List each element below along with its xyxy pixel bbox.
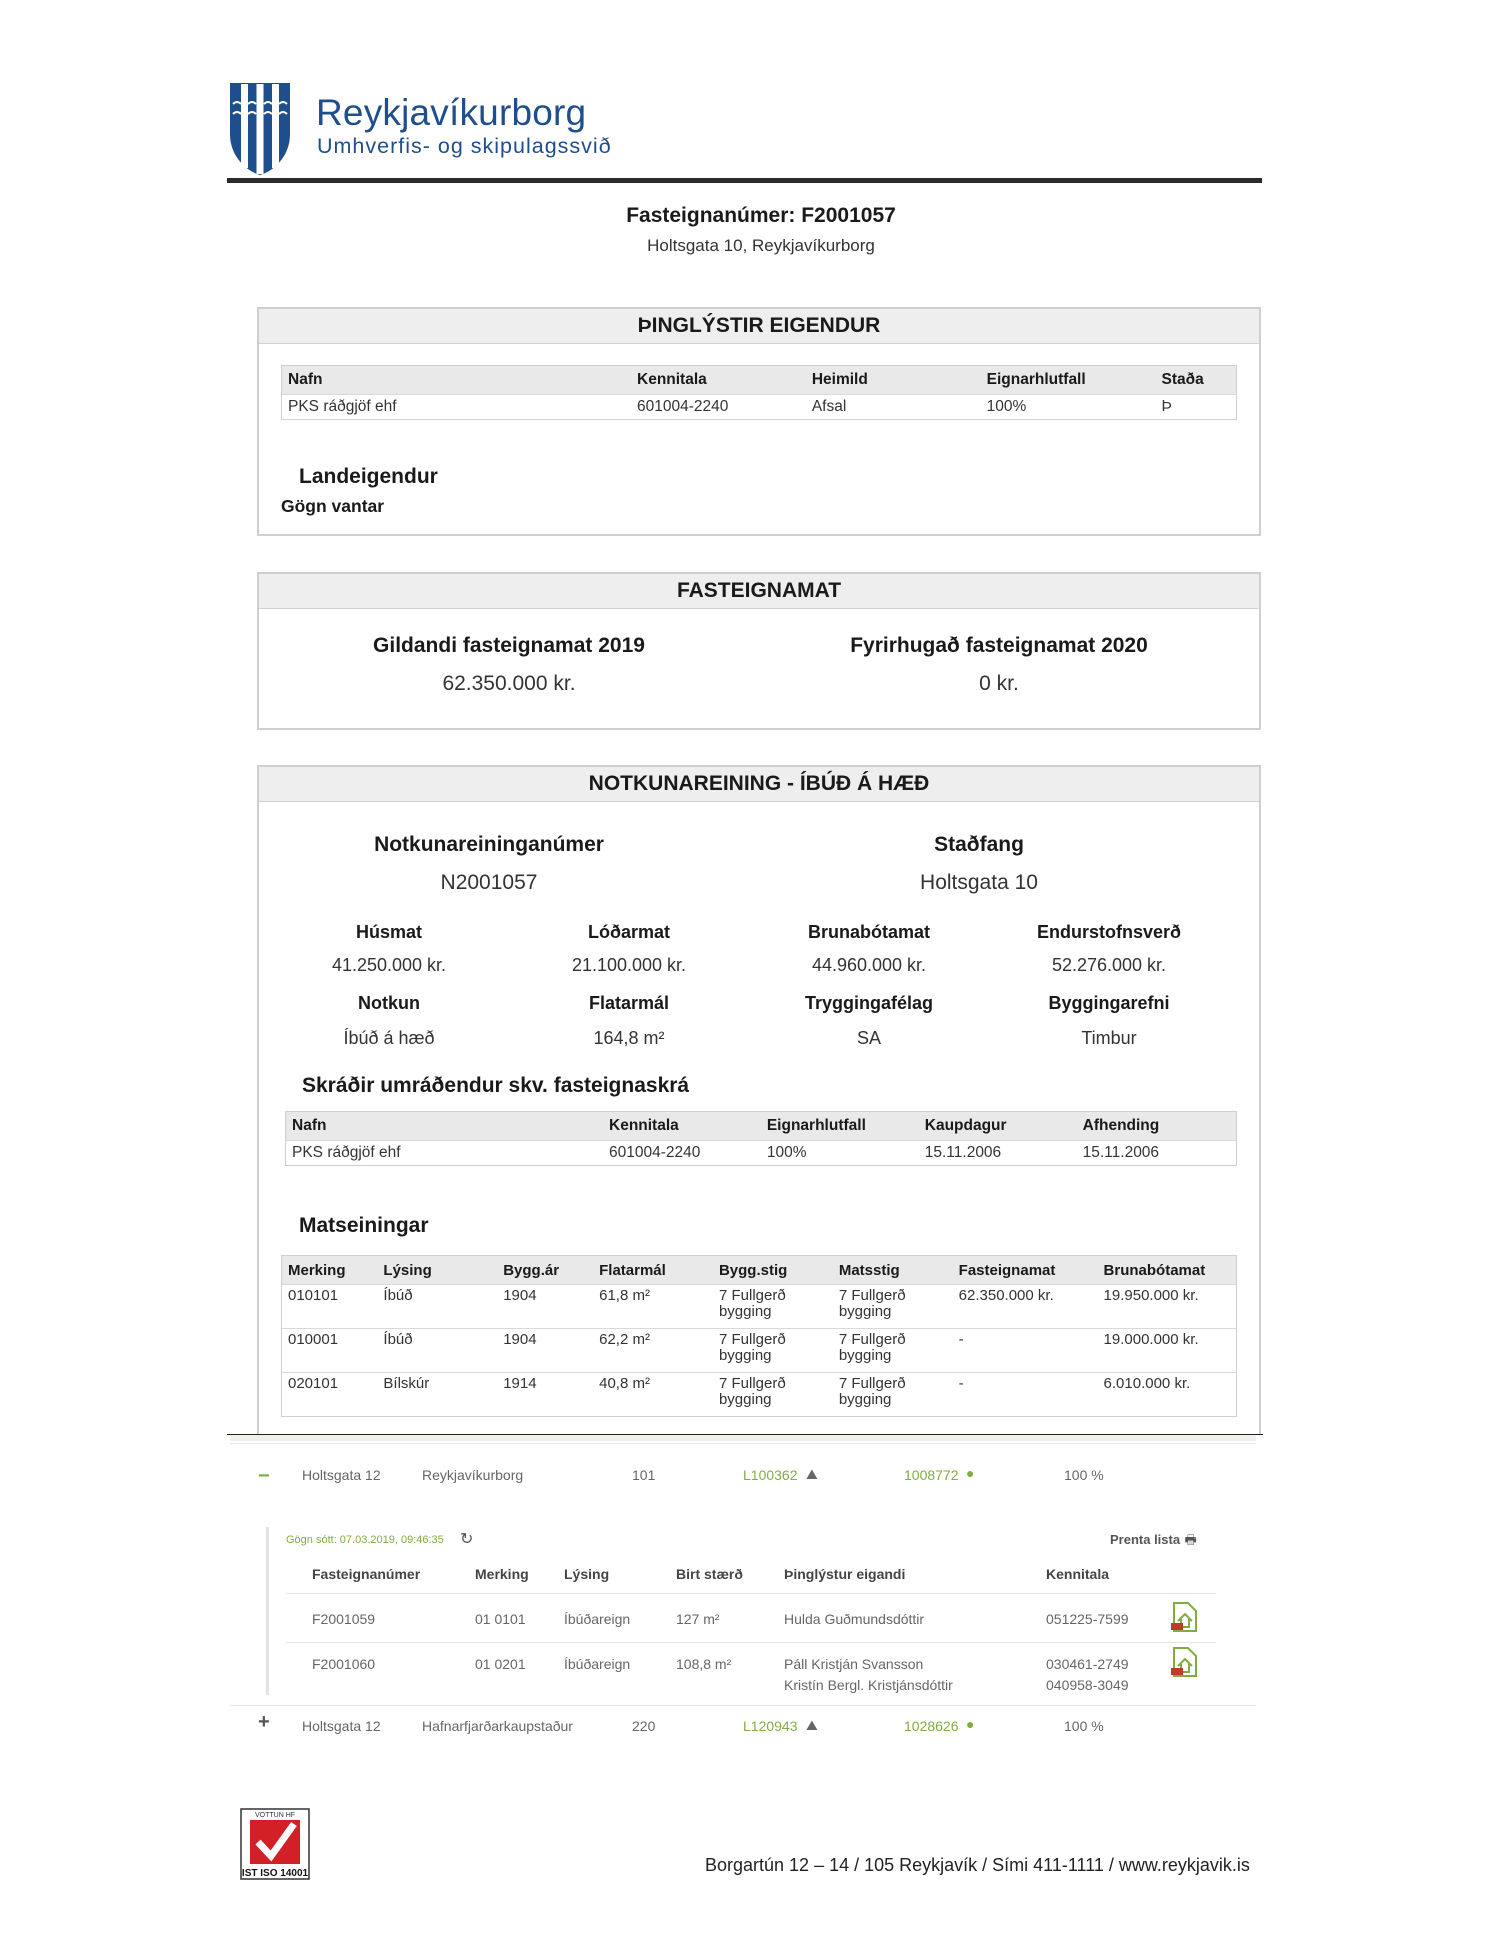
registered-owner: Hulda Guðmundsdóttir — [784, 1611, 925, 1627]
cell: 1914 — [503, 1375, 537, 1392]
assessment-table-header — [282, 1256, 1237, 1285]
holder-share: 100% — [766, 1144, 807, 1161]
cell: 1904 — [503, 1331, 537, 1348]
expand-toggle[interactable]: + — [258, 1713, 270, 1733]
holder-delivery-date: 15.11.2006 — [1082, 1144, 1160, 1161]
cell: 7 Fullgerð bygging — [718, 1375, 786, 1408]
valuation-panel — [257, 572, 1261, 730]
table-row — [282, 1285, 1237, 1329]
col-header: Bygg.stig — [713, 1256, 833, 1285]
print-list-label: Prenta lista — [1110, 1532, 1181, 1547]
fetched-timestamp: Gögn sótt: 07.03.2019, 09:46:35 — [286, 1534, 444, 1546]
assessment-heading: Matseiningar — [299, 1214, 429, 1237]
holder-name: PKS ráðgjöf ehf — [292, 1144, 401, 1161]
property-number: F2001059 — [312, 1611, 376, 1627]
iso-badge-top-text: VOTTUN HF — [254, 1812, 296, 1819]
col-header: Staða — [1156, 366, 1237, 395]
col-header: Nafn — [286, 1112, 604, 1141]
description: Íbúðareign — [564, 1611, 631, 1627]
fact-byggingarefni — [1009, 993, 1209, 1049]
planned-valuation-label: Fyrirhugað fasteignamat 2020 — [850, 634, 1148, 657]
col-header: Fasteignanúmer — [312, 1566, 421, 1582]
unit-panel — [257, 765, 1261, 1435]
location-number-link[interactable]: 1028626 — [904, 1718, 959, 1734]
land-number-link[interactable]: L100362 — [743, 1467, 798, 1483]
owners-panel-title: ÞINGLÝSTIR EIGENDUR — [259, 309, 1259, 344]
fact-label: Húsmat — [355, 922, 422, 942]
fact-notkun — [289, 993, 489, 1049]
reykjavik-shield-logo — [229, 82, 291, 176]
size: 127 m² — [676, 1611, 720, 1627]
table-row — [282, 1373, 1237, 1417]
pdf-document-icon[interactable] — [1170, 1646, 1198, 1678]
map-pin-icon[interactable]: ● — [966, 1716, 975, 1732]
owner-kennitala: 601004-2240 — [637, 398, 729, 415]
divider — [286, 1593, 1216, 1594]
current-valuation-value: 62.350.000 kr. — [442, 672, 576, 695]
fact-value: SA — [856, 1028, 881, 1048]
owners-panel — [257, 307, 1261, 536]
table-row — [282, 1329, 1237, 1373]
town: Reykjavíkurborg — [422, 1467, 524, 1483]
col-header: Afhending — [1077, 1112, 1237, 1141]
fact-label: Byggingarefni — [1048, 993, 1170, 1013]
location-row-expanded[interactable] — [230, 1465, 1256, 1505]
fact-value: 41.250.000 kr. — [331, 955, 447, 975]
holders-table — [285, 1111, 1237, 1166]
cell: 1904 — [503, 1287, 537, 1304]
land-owners-heading: Landeigendur — [299, 465, 438, 488]
printer-icon: 🖶 — [1184, 1532, 1197, 1547]
current-valuation — [339, 634, 679, 696]
size: 108,8 m² — [676, 1656, 732, 1672]
cell: Íbúð — [383, 1287, 413, 1304]
town: Hafnarfjarðarkaupstaður — [422, 1718, 573, 1734]
land-owners-value: Gögn vantar — [281, 496, 385, 516]
fact-label: Brunabótamat — [807, 922, 930, 942]
col-header: Kennitala — [603, 1112, 761, 1141]
registered-owner: Kristín Bergl. Kristjánsdóttir — [784, 1677, 953, 1693]
holder-kennitala: 601004-2240 — [609, 1144, 701, 1161]
cell: - — [958, 1331, 964, 1348]
unit-number-value: N2001057 — [440, 871, 538, 894]
unit-location — [819, 833, 1139, 895]
fact-label: Endurstofnsverð — [1036, 922, 1182, 942]
cell: 19.950.000 kr. — [1103, 1287, 1199, 1304]
cell: 7 Fullgerð bygging — [838, 1375, 906, 1408]
property-number: F2001060 — [312, 1656, 376, 1672]
owner-name: PKS ráðgjöf ehf — [288, 398, 397, 415]
col-header: Flatarmál — [593, 1256, 713, 1285]
holders-heading: Skráðir umráðendur skv. fasteignaskrá — [302, 1074, 690, 1097]
collapse-toggle[interactable]: − — [258, 1465, 270, 1487]
col-header: Brunabótamat — [1098, 1256, 1237, 1285]
col-header: Birt stærð — [676, 1566, 743, 1582]
col-header: Lýsing — [377, 1256, 497, 1285]
marking: 01 0101 — [475, 1611, 526, 1627]
col-header: Kennitala — [1046, 1566, 1110, 1582]
col-header: Merking — [475, 1566, 529, 1582]
current-valuation-label: Gildandi fasteignamat 2019 — [373, 634, 645, 657]
share: 100 % — [1064, 1718, 1104, 1734]
col-header: Kaupdagur — [919, 1112, 1077, 1141]
col-header: Eignarhlutfall — [761, 1112, 919, 1141]
fact-brunabotamat — [769, 922, 969, 976]
cell: 62,2 m² — [599, 1331, 650, 1348]
col-header: Heimild — [806, 366, 981, 395]
document-address: Holtsgata 10, Reykjavíkurborg — [647, 236, 875, 255]
org-name: Reykjavíkurborg — [316, 92, 587, 133]
assessment-table — [281, 1255, 1237, 1417]
property-list-snippet — [230, 1435, 1256, 1735]
divider — [286, 1642, 1216, 1643]
fact-flatarmal — [529, 993, 729, 1049]
col-header: Fasteignamat — [953, 1256, 1098, 1285]
planned-valuation-value: 0 kr. — [979, 672, 1019, 695]
marking: 01 0201 — [475, 1656, 526, 1672]
detail-indent-bar — [266, 1527, 269, 1695]
fact-value: 52.276.000 kr. — [1051, 955, 1167, 975]
unit-number-label: Notkunareininganúmer — [374, 833, 604, 856]
fact-tryggingafelag — [769, 993, 969, 1049]
fact-endurstofnsverd — [1009, 922, 1209, 976]
cell: 020101 — [288, 1375, 339, 1392]
cell: 7 Fullgerð bygging — [718, 1331, 786, 1364]
org-subtitle: Umhverfis- og skipulagssvið — [317, 134, 612, 158]
snippet-top-strip — [230, 1435, 1256, 1441]
street: Holtsgata 12 — [302, 1718, 381, 1734]
col-header: Nafn — [282, 366, 632, 395]
fact-label: Flatarmál — [588, 993, 670, 1013]
fact-husmat — [289, 922, 489, 976]
cell: 7 Fullgerð bygging — [838, 1287, 906, 1320]
cell: Íbúð — [383, 1331, 413, 1348]
fact-value: 44.960.000 kr. — [811, 955, 927, 975]
registered-owner: Páll Kristján Svansson — [784, 1656, 924, 1672]
footer-contact: Borgartún 12 – 14 / 105 Reykjavík / Sími 411-1111 / www.reykjavik.is — [705, 1855, 1250, 1875]
share: 100 % — [1064, 1467, 1104, 1483]
postcode: 220 — [632, 1718, 656, 1734]
fact-label: Tryggingafélag — [804, 993, 934, 1013]
iso-badge-bottom-text: IST ISO 14001 — [241, 1868, 309, 1879]
col-header: Bygg.ár — [497, 1256, 593, 1285]
refresh-icon[interactable]: ↻ — [460, 1531, 474, 1548]
cell: 010001 — [288, 1331, 339, 1348]
col-header: Matsstig — [833, 1256, 953, 1285]
map-pin-icon[interactable]: ● — [966, 1465, 975, 1481]
location-row-collapsed[interactable] — [230, 1713, 1256, 1735]
col-header: Eignarhlutfall — [981, 366, 1156, 395]
print-list-link[interactable] — [1110, 1531, 1197, 1553]
unit-location-label: Staðfang — [934, 833, 1024, 856]
fact-label: Lóðarmat — [587, 922, 670, 942]
kennitala: 051225-7599 — [1046, 1611, 1129, 1627]
cell: 19.000.000 kr. — [1103, 1331, 1199, 1348]
cell: 7 Fullgerð bygging — [838, 1331, 906, 1364]
owners-table — [281, 365, 1237, 420]
header-divider — [227, 178, 1262, 183]
cell: 40,8 m² — [599, 1375, 650, 1392]
document-title: Fasteignanúmer: F2001057 — [626, 204, 896, 227]
owner-share: 100% — [986, 398, 1027, 415]
col-header: Þinglýstur eigandi — [784, 1566, 906, 1582]
kennitala: 030461-2749 — [1046, 1656, 1129, 1672]
owners-table-header — [282, 366, 1237, 395]
planned-valuation — [799, 634, 1199, 696]
unit-panel-title: NOTKUNAREINING - ÍBÚÐ Á HÆÐ — [259, 767, 1259, 802]
fact-label: Notkun — [358, 993, 420, 1013]
col-header: Lýsing — [564, 1566, 610, 1582]
col-header: Merking — [282, 1256, 378, 1285]
iso-certification-badge — [240, 1808, 310, 1880]
kennitala: 040958-3049 — [1046, 1677, 1129, 1693]
valuation-panel-title: FASTEIGNAMAT — [259, 574, 1259, 609]
postcode: 101 — [632, 1467, 656, 1483]
divider — [230, 1443, 1256, 1444]
cell: 010101 — [288, 1287, 339, 1304]
cell: 7 Fullgerð bygging — [718, 1287, 786, 1320]
owner-status: Þ — [1161, 398, 1172, 415]
unit-number — [319, 833, 659, 895]
table-row — [286, 1141, 1237, 1166]
owner-basis: Afsal — [811, 398, 847, 415]
description: Íbúðareign — [564, 1656, 631, 1672]
holder-purchase-date: 15.11.2006 — [924, 1144, 1002, 1161]
fact-value: 164,8 m² — [593, 1028, 665, 1048]
fact-value: Timbur — [1081, 1028, 1137, 1048]
land-map-icon[interactable]: ⛰ — [806, 1466, 818, 1482]
fact-value: Íbúð á hæð — [343, 1028, 435, 1048]
street: Holtsgata 12 — [302, 1467, 381, 1483]
cell: 62.350.000 kr. — [958, 1287, 1054, 1304]
fact-value: 21.100.000 kr. — [571, 955, 687, 975]
cell: 6.010.000 kr. — [1103, 1375, 1191, 1392]
holders-table-header — [286, 1112, 1237, 1141]
col-header: Kennitala — [631, 366, 806, 395]
cell: 61,8 m² — [599, 1287, 650, 1304]
cell: - — [958, 1375, 964, 1392]
fact-lodarmat — [529, 922, 729, 976]
land-map-icon[interactable]: ⛰ — [806, 1717, 818, 1733]
unit-location-value: Holtsgata 10 — [920, 871, 1038, 894]
pdf-document-icon[interactable] — [1170, 1601, 1198, 1633]
cell: Bílskúr — [383, 1375, 430, 1392]
land-number-link[interactable]: L120943 — [743, 1718, 798, 1734]
divider — [230, 1705, 1256, 1706]
location-number-link[interactable]: 1008772 — [904, 1467, 959, 1483]
table-row — [282, 395, 1237, 420]
